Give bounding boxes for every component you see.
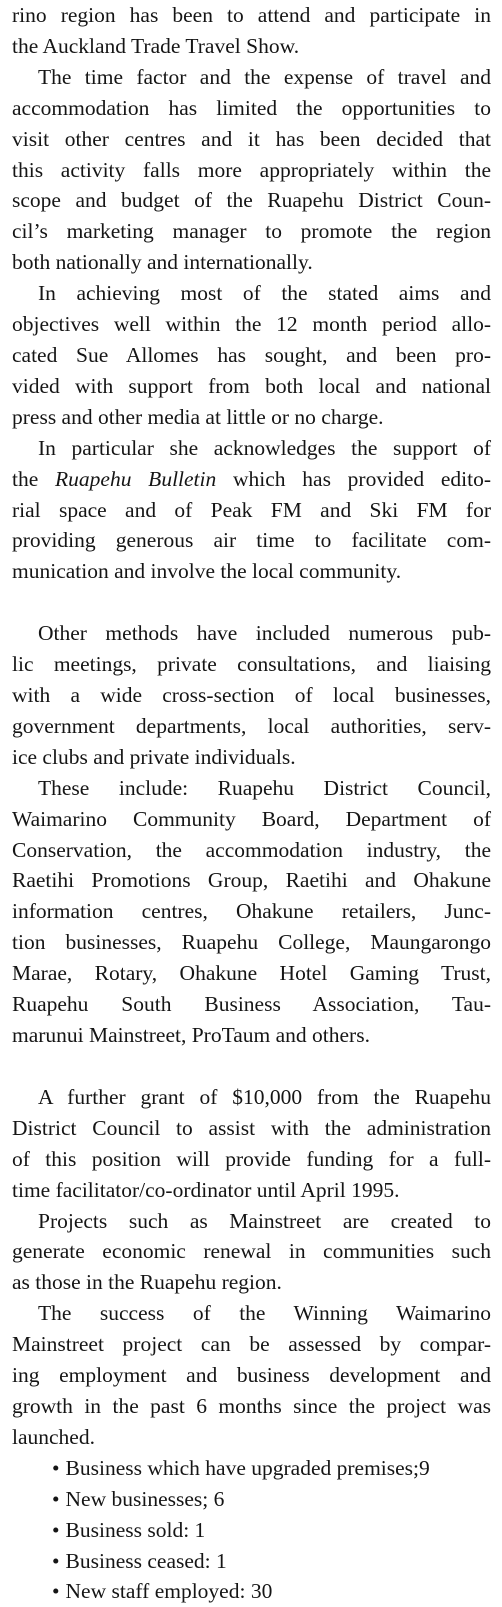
article-column [12, 0, 491, 1607]
text-line: cil’s marketing manager to promote the region [12, 219, 491, 244]
paragraph-0 [12, 0, 491, 62]
paragraph-spacer [12, 1051, 491, 1082]
paragraph-7 [12, 1206, 491, 1299]
text-line: launched. [12, 1424, 95, 1449]
list-item: • New staff employed: 30 [12, 1576, 491, 1607]
text-line: tion businesses, Ruapehu College, Maungarongo [12, 930, 491, 955]
text-line: Projects such as Mainstreet are created to [38, 1208, 491, 1233]
text-line: Raetihi Promotions Group, Raetihi and Ohakune [12, 868, 491, 893]
text-line: vided with support from both local and national [12, 373, 491, 398]
text-line: ing employment and business development and [12, 1363, 491, 1388]
text-line: cated Sue Allomes has sought, and been pro- [12, 342, 491, 367]
text-line: Marae, Rotary, Ohakune Hotel Gaming Trust, [12, 961, 491, 986]
text-line: accommodation has limited the opportunities to [12, 95, 491, 120]
text-line: rino region has been to attend and participate in [12, 3, 491, 27]
text-line: munication and involve the local community. [12, 559, 402, 584]
paragraph-1 [12, 62, 491, 278]
statistics-list [12, 1453, 491, 1607]
paragraph-6 [12, 1082, 491, 1206]
text-line: Waimarino Community Board, Department of [12, 806, 491, 831]
text-line: In achieving most of the stated aims and [38, 281, 491, 306]
text-line: press and other media at little or no charge. [12, 404, 384, 429]
text-line: Other methods have included numerous pub- [38, 621, 491, 646]
text-line: Ruapehu South Business Association, Tau- [12, 992, 491, 1017]
text-line: with a wide cross-section of local businesses, [12, 683, 491, 708]
text-line: the Auckland Trade Travel Show. [12, 33, 300, 58]
text-line: growth in the past 6 months since the project was [12, 1393, 491, 1418]
text-fragment: which has provided edito- [216, 466, 492, 491]
list-item: • Business which have upgraded premises;9 [12, 1453, 491, 1484]
text-line: District Council to assist with the administration [12, 1115, 491, 1140]
text-line: The time factor and the expense of travel and [38, 64, 491, 89]
text-line: ice clubs and private individuals. [12, 744, 296, 769]
paragraph-4 [12, 618, 491, 773]
paragraph-2 [12, 278, 491, 433]
text-line: Conservation, the accommodation industry, the [12, 837, 491, 862]
text-line: government departments, local authorities, serv- [12, 713, 491, 738]
list-item: • New businesses; 6 [12, 1484, 491, 1515]
text-line: both nationally and internationally. [12, 250, 313, 275]
text-line: The success of the Winning Waimarino [38, 1301, 491, 1326]
text-line: information centres, Ohakune retailers, Junc- [12, 899, 491, 924]
text-line: visit other centres and it has been decided that [12, 126, 491, 151]
paragraph-8 [12, 1298, 491, 1453]
text-line [12, 464, 491, 495]
text-line: of this position will provide funding for a full- [12, 1146, 491, 1171]
text-line: lic meetings, private consultations, and liaising [12, 652, 491, 677]
text-line: rial space and of Peak FM and Ski FM for [12, 497, 491, 522]
paragraph-5 [12, 773, 491, 1051]
text-line: In particular she acknowledges the support of [38, 435, 491, 460]
text-line: marunui Mainstreet, ProTaum and others. [12, 1023, 370, 1047]
list-item: • Business ceased: 1 [12, 1546, 491, 1577]
text-line: A further grant of $10,000 from the Ruapehu [38, 1084, 491, 1109]
list-item: • Business sold: 1 [12, 1515, 491, 1546]
text-line: as those in the Ruapehu region. [12, 1270, 282, 1295]
text-line: generate economic renewal in communities such [12, 1239, 491, 1264]
text-line: this activity falls more appropriately within the [12, 157, 491, 182]
paragraph-spacer [12, 587, 491, 618]
paragraph-3 [12, 433, 491, 588]
publication-title: Ruapehu Bulletin [55, 466, 217, 491]
text-fragment: the [12, 466, 56, 491]
text-line: objectives well within the 12 month period allo- [12, 312, 491, 337]
text-line: time facilitator/co-ordinator until April 1995. [12, 1177, 400, 1202]
text-line: providing generous air time to facilitate com- [12, 528, 491, 553]
text-line: scope and budget of the Ruapehu District Coun- [12, 188, 491, 213]
text-line: These include: Ruapehu District Council, [38, 775, 491, 800]
text-line: Mainstreet project can be assessed by compar- [12, 1332, 491, 1357]
